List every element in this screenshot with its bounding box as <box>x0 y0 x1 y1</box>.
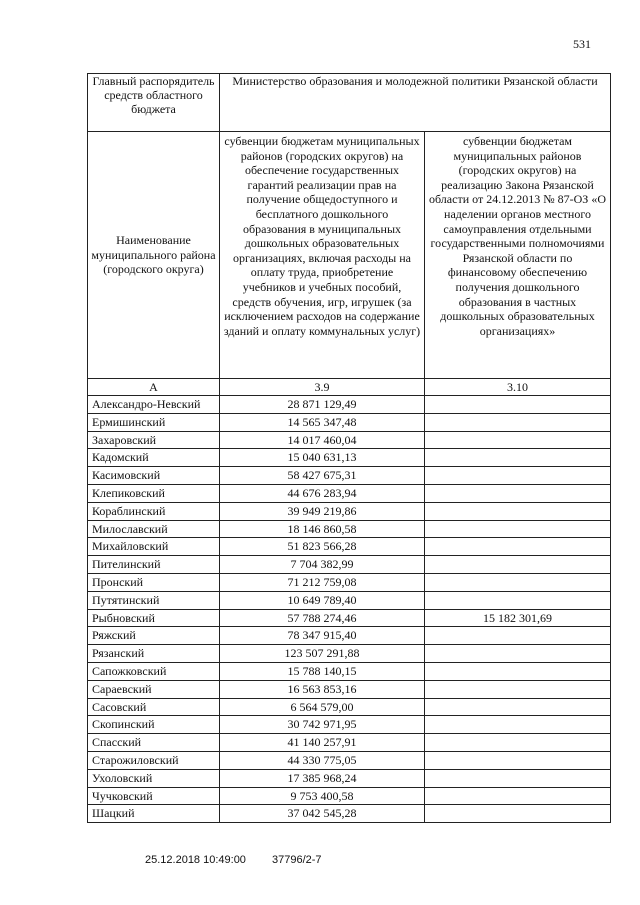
table-row <box>88 467 611 485</box>
amount-3-9: 10 649 789,40 <box>220 591 425 609</box>
amount-3-9: 9 753 400,58 <box>220 787 425 805</box>
district-name: Александро-Невский <box>88 396 220 414</box>
amount-3-10 <box>425 484 611 502</box>
district-name: Старожиловский <box>88 751 220 769</box>
header-row-administrator <box>88 74 611 132</box>
amount-3-9: 41 140 257,91 <box>220 734 425 752</box>
amount-3-9: 44 330 775,05 <box>220 751 425 769</box>
amount-3-9: 51 823 566,28 <box>220 538 425 556</box>
district-name: Кораблинский <box>88 502 220 520</box>
table-row <box>88 698 611 716</box>
subvention-private-header: субвенции бюджетам муниципальных районов (городских округов) на реализацию Закона Рязанской области от 24.12.2013 № 87-ОЗ «О наделении органов местного самоуправления отдельными государственными полномочиями Рязанской области по финансовому обеспечению получения дошкольного образования в частных дошкольных образовательных организациях» <box>425 132 611 379</box>
footer-document-code: 37796/2-7 <box>272 854 322 866</box>
administrator-label: Главный распорядитель средств областного бюджета <box>88 74 220 132</box>
amount-3-10 <box>425 413 611 431</box>
index-a: А <box>88 379 220 396</box>
district-name: Милославский <box>88 520 220 538</box>
amount-3-9: 14 017 460,04 <box>220 431 425 449</box>
table-row <box>88 502 611 520</box>
amount-3-10 <box>425 698 611 716</box>
table-row <box>88 716 611 734</box>
budget-table <box>87 73 611 823</box>
district-name: Пронский <box>88 573 220 591</box>
district-name: Сасовский <box>88 698 220 716</box>
amount-3-9: 39 949 219,86 <box>220 502 425 520</box>
index-3-10: 3.10 <box>425 379 611 396</box>
amount-3-9: 15 040 631,13 <box>220 449 425 467</box>
ministry-name: Министерство образования и молодежной политики Рязанской области <box>220 74 611 132</box>
table-row <box>88 627 611 645</box>
amount-3-9: 37 042 545,28 <box>220 805 425 823</box>
district-name: Спасский <box>88 734 220 752</box>
amount-3-9: 30 742 971,95 <box>220 716 425 734</box>
district-name: Шацкий <box>88 805 220 823</box>
table-row <box>88 680 611 698</box>
subvention-preschool-header: субвенции бюджетам муниципальных районов (городских округов) на обеспечение государственных гарантий реализации прав на получение общедоступного и бесплатного дошкольного образования в муниципальных дошкольных образовательных организациях, включая расходы на оплату труда, приобретение учебников и учебных пособий, средств обучения, игр, игрушек (за исключением расходов на содержание зданий и оплату коммунальных услуг) <box>220 132 425 379</box>
footer-datetime: 25.12.2018 10:49:00 <box>145 854 246 866</box>
district-name: Кадомский <box>88 449 220 467</box>
amount-3-10 <box>425 805 611 823</box>
table-row <box>88 449 611 467</box>
amount-3-9: 6 564 579,00 <box>220 698 425 716</box>
amount-3-9: 71 212 759,08 <box>220 573 425 591</box>
page-number: 531 <box>573 37 591 51</box>
amount-3-9: 123 507 291,88 <box>220 645 425 663</box>
amount-3-10: 15 182 301,69 <box>425 609 611 627</box>
amount-3-9: 58 427 675,31 <box>220 467 425 485</box>
amount-3-10 <box>425 769 611 787</box>
district-name: Рязанский <box>88 645 220 663</box>
district-name: Ухоловский <box>88 769 220 787</box>
district-name: Сараевский <box>88 680 220 698</box>
amount-3-10 <box>425 396 611 414</box>
amount-3-10 <box>425 556 611 574</box>
district-name: Путятинский <box>88 591 220 609</box>
table-row <box>88 573 611 591</box>
table-row <box>88 734 611 752</box>
district-name: Клепиковский <box>88 484 220 502</box>
district-name: Сапожковский <box>88 662 220 680</box>
amount-3-9: 15 788 140,15 <box>220 662 425 680</box>
amount-3-10 <box>425 680 611 698</box>
table-row <box>88 805 611 823</box>
amount-3-9: 16 563 853,16 <box>220 680 425 698</box>
district-name: Ермишинский <box>88 413 220 431</box>
amount-3-9: 7 704 382,99 <box>220 556 425 574</box>
amount-3-10 <box>425 627 611 645</box>
table-row <box>88 769 611 787</box>
amount-3-10 <box>425 751 611 769</box>
table-row <box>88 645 611 663</box>
table-row <box>88 662 611 680</box>
district-name: Рыбновский <box>88 609 220 627</box>
table-row <box>88 787 611 805</box>
amount-3-9: 18 146 860,58 <box>220 520 425 538</box>
amount-3-10 <box>425 431 611 449</box>
amount-3-9: 44 676 283,94 <box>220 484 425 502</box>
table-row <box>88 751 611 769</box>
amount-3-9: 14 565 347,48 <box>220 413 425 431</box>
amount-3-10 <box>425 787 611 805</box>
district-name: Михайловский <box>88 538 220 556</box>
amount-3-10 <box>425 520 611 538</box>
table-row <box>88 484 611 502</box>
amount-3-9: 28 871 129,49 <box>220 396 425 414</box>
amount-3-10 <box>425 467 611 485</box>
header-row-columns <box>88 132 611 379</box>
table-row <box>88 609 611 627</box>
column-index-row <box>88 379 611 396</box>
index-3-9: 3.9 <box>220 379 425 396</box>
amount-3-10 <box>425 449 611 467</box>
district-name: Захаровский <box>88 431 220 449</box>
district-name: Чучковский <box>88 787 220 805</box>
table-row <box>88 396 611 414</box>
amount-3-10 <box>425 591 611 609</box>
table-row <box>88 556 611 574</box>
table-row <box>88 413 611 431</box>
amount-3-10 <box>425 502 611 520</box>
district-name: Касимовский <box>88 467 220 485</box>
district-name: Пителинский <box>88 556 220 574</box>
amount-3-10 <box>425 662 611 680</box>
table-row <box>88 538 611 556</box>
amount-3-9: 78 347 915,40 <box>220 627 425 645</box>
amount-3-10 <box>425 538 611 556</box>
table-row <box>88 591 611 609</box>
district-name: Скопинский <box>88 716 220 734</box>
table-row <box>88 520 611 538</box>
amount-3-10 <box>425 734 611 752</box>
table-row <box>88 431 611 449</box>
amount-3-10 <box>425 645 611 663</box>
amount-3-10 <box>425 716 611 734</box>
district-name: Ряжский <box>88 627 220 645</box>
amount-3-9: 57 788 274,46 <box>220 609 425 627</box>
district-column-header: Наименование муниципального района (городского округа) <box>88 132 220 379</box>
amount-3-9: 17 385 968,24 <box>220 769 425 787</box>
amount-3-10 <box>425 573 611 591</box>
